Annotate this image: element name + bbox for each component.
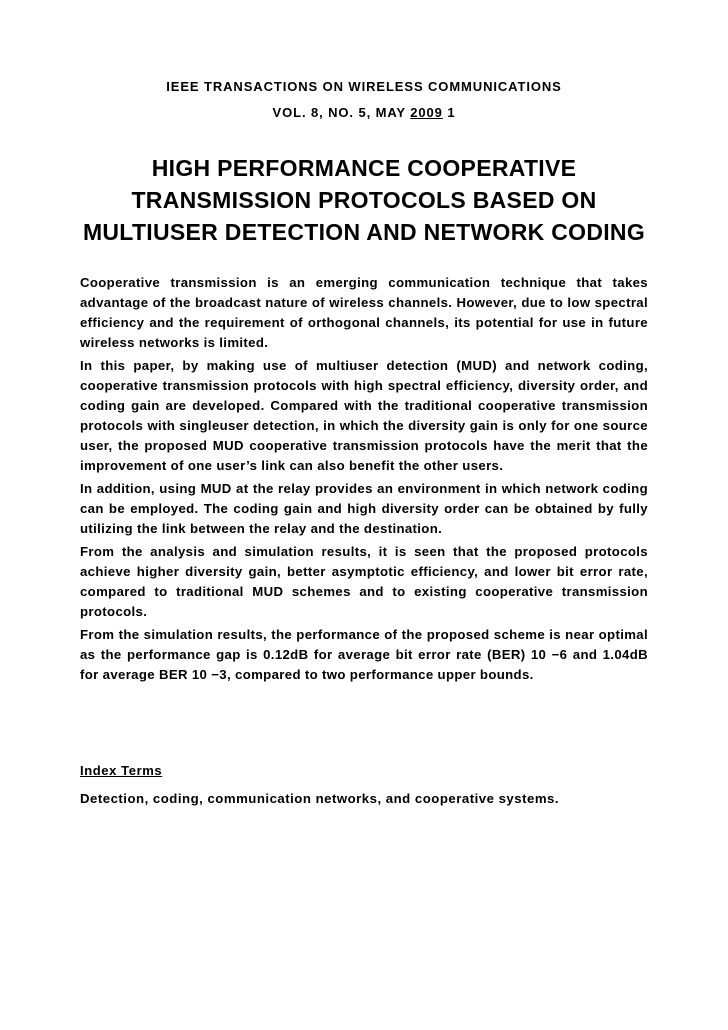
abstract-paragraph-4: From the analysis and simulation results, it is seen that the proposed protocols achieve higher diversity gain, better asymptotic efficiency, and lower bit error rate, compared to traditional MUD schemes and to existing cooperative transmission protocols. bbox=[80, 544, 648, 619]
title-line-1: HIGH PERFORMANCE COOPERATIVE bbox=[151, 155, 577, 181]
volume-line bbox=[0, 105, 728, 120]
title-line-2: TRANSMISSION PROTOCOLS BASED ON bbox=[131, 187, 597, 213]
abstract-paragraph-2: In this paper, by making use of multiuser detection (MUD) and network coding, cooperative transmission protocols with high spectral efficiency, diversity order, and coding gain are developed. Compared with the traditional cooperative transmission protocols with singleuser detection, in which the diversity gain is only for one source user, the proposed MUD cooperative transmission protocols have the merit that the improvement of one user’s link can also benefit the other users. bbox=[80, 358, 648, 473]
abstract-paragraph-1: Cooperative transmission is an emerging communication technique that takes advantage of the broadcast nature of wireless channels. However, due to low spectral efficiency and the requirement of orthogonal channels, its potential for use in future wireless networks is limited. bbox=[80, 275, 648, 350]
abstract-paragraph-5: From the simulation results, the performance of the proposed scheme is near optimal as the performance gap is 0.12dB for average bit error rate (BER) 10 −6 and 1.04dB for average BER 10 −3, compared to two performance upper bounds. bbox=[80, 627, 648, 682]
abstract-paragraph-3: In addition, using MUD at the relay provides an environment in which network coding can be employed. The coding gain and high diversity order can be obtained by fully utilizing the link between the relay and the destination. bbox=[80, 481, 648, 536]
title-line-3: MULTIUSER DETECTION AND NETWORK CODING bbox=[82, 219, 646, 245]
year-text: 2009 bbox=[410, 105, 443, 120]
volume-text: VOL. 8, NO. 5, MAY bbox=[272, 105, 411, 120]
paper-title bbox=[40, 152, 688, 248]
index-terms-heading: Index Terms bbox=[80, 763, 163, 778]
index-terms-body: Detection, coding, communication networks, and cooperative systems. bbox=[80, 791, 560, 806]
page-number: 1 bbox=[442, 105, 456, 120]
abstract bbox=[80, 273, 648, 688]
journal-header: IEEE TRANSACTIONS ON WIRELESS COMMUNICATIONS bbox=[166, 79, 562, 94]
